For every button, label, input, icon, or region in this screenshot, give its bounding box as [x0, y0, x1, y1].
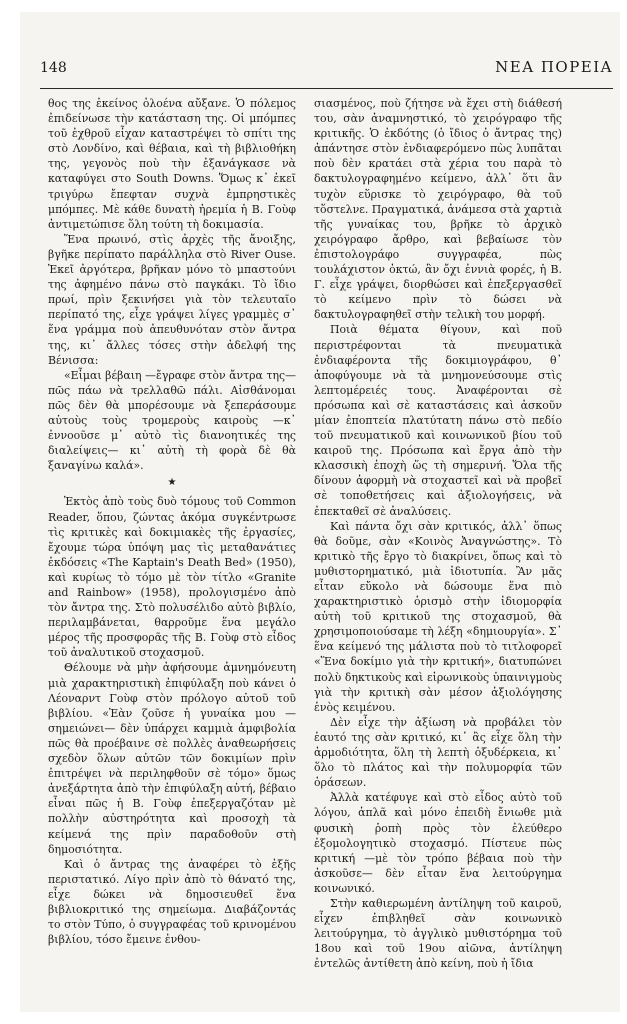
- paragraph: θος της ἐκείνος ὁλοένα αὔξανε. Ὁ πόλεμος ἐπιδείνωσε τὴν κατάσταση της. Οἱ μπόμπες τοῦ ἐχθροῦ εἶχαν καταστρέψει τὸ σπίτι της στὸ Λονδίνο, καὶ θέβαια, καὶ τὴ βιβλιοθήκη της, γεγονὸς ποὺ τὴν ἐξανάγκασε νὰ καταφύγει στο South Downs. Ὅμως κ᾽ ἐκεῖ τριγύρω ἔπεφταν συχνὰ ἐμπρηστικὲς μπόμπες. Μὲ κάθε δυνατὴ ἠρεμία ἡ Β. Γοὺφ ἀντιμετώπισε ὅλη τούτη τὴ δοκιμασία.: [48, 97, 296, 231]
- header-rule: [40, 88, 613, 89]
- paragraph: Στὴν καθιερωμένη ἀντίληψη τοῦ καιροῦ, εἶχεν ἐπιβληθεῖ σὰν κοινωνικὸ λειτούργημα, τὸ ἀγγλικὸ μυθιστόρημα τοῦ 18ου καὶ τοῦ 19ου αἰῶνα, ἀντίληψη ἐντελῶς ἀντίθετη ἀπὸ κείνη, ποὺ ἡ ἴδια: [314, 896, 562, 971]
- paragraph: σιασμένος, ποὺ ζήτησε νὰ ἔχει στὴ διάθεσή του, σὰν ἀναμνηστικό, τὸ χειρόγραφο τῆς κριτικῆς. Ὁ ἐκδότης (ὁ ἴδιος ὁ ἄντρας της) ἀπάντησε στὸν ἐνδιαφερόμενο πὼς λυπᾶται ποὺ δὲν κρατάει στὰ χέρια του παρὰ τὸ δακτυλογραφημένο κείμενο, ἀλλ᾽ ὅτι ἂν τυχὸν εὕρισκε τὸ χειρόγραφο, θὰ τοῦ τὅστελνε. Πραγματικά, ἀνάμεσα στὰ χαρτιὰ τῆς γυναίκας του, βρῆκε τὸ ἀρχικὸ χειρόγραφο ἄρθρο, καὶ βεβαίωσε τὸν ἐπιστολογράφο συγγραφέα, πὼς τουλάχιστον ὀκτώ, ἂν ὄχι ἐννιὰ φορές, ἡ Β. Γ. εἶχε γράψει, διορθώσει καὶ ἐπεξεργασθεῖ τὸ κείμενο πρὶν τὸ δώσει νὰ δακτυλογραφηθεῖ στὴν τελικὴ του μορφή.: [314, 97, 562, 322]
- page-number: 148: [40, 60, 67, 76]
- paragraph: Ἐκτὸς ἀπὸ τοὺς δυὸ τόμους τοῦ Common Reader, ὅπου, ζώντας ἀκόμα συγκέντρωσε τὶς κριτικὲς καὶ δοκιμιακὲς τῆς ἐργασίες, ἔχουμε τώρα ὑπόψη μας τὶς μεταθανάτιες ἐκδόσεις «The Kaptain's Death Bed» (1950), καὶ κυρίως τὸ τόμο μὲ τὸν τίτλο «Granite and Rainbow» (1958), προλογισμένο ἀπὸ τὸν ἄντρα της. Στὸ πολυσέλιδο αὐτὸ βιβλίο, περιλαμβάνεται, θαρροῦμε ἕνα μεγάλο μέρος τῆς προσφορᾶς τῆς Β. Γοὺφ στὸ εἶδος τοῦ ἀναλυτικοῦ στοχασμοῦ.: [48, 495, 296, 660]
- paragraph: Θέλουμε νὰ μὴν ἀφήσουμε ἀμνημόνευτη μιὰ χαρακτηριστικὴ ἐπιφύλαξη ποὺ κάνει ὁ Λέοναρντ Γοὺφ στὸν πρόλογο αὐτοῦ τοῦ βιβλίου. «Ἐὰν ζοῦσε ἡ γυναίκα μου —σημειώνει— δὲν ὑπάρχει καμμιὰ ἀμφιβολία πῶς θὰ προέβαινε σὲ πολλὲς ἀναθεωρήσεις σχεδὸν ὅλων αὐτῶν τῶν δοκιμίων πρὶν ἐπιτρέψει νὰ περιληφθοῦν σὲ τόμο» ὅμως ἀνεξάρτητα ἀπὸ τὴν ἐπιφύλαξη αὐτή, βέβαιο εἶναι πῶς ἡ Β. Γοὺφ ἐπεξεργαζόταν μὲ πολλὴν αὐστηρότητα καὶ προσοχὴ τὰ κείμενά της πρὶν παραδοθοῦν στὴ δημοσιότητα.: [48, 661, 296, 856]
- section-separator: ★: [167, 477, 177, 489]
- running-header: [40, 56, 613, 82]
- paragraph: Δὲν εἶχε τὴν ἀξίωση νὰ προβάλει τὸν ἑαυτό της σὰν κριτικό, κι᾽ ἂς εἶχε ὅλη τὴν ἁρμοδιότητα, ὅλη τὴ λεπτὴ ὀξυδέρκεια, κι᾽ ὅλο τὸ πλάτος καὶ τὴν πολυμορφία τῶν ὁράσεων.: [314, 715, 562, 790]
- quotation-paragraph: «Εἶμαι βέβαιη —ἔγραφε στὸν ἄντρα της— πῶς πάω νὰ τρελλαθῶ πάλι. Αἰσθάνομαι πῶς δὲν θὰ μπορέσουμε νὰ ξεπεράσουμε αὐτοὺς τοὺς τρομεροὺς καιροὺς —κ᾽ ἐννοοῦσε μ᾽ αὐτὸ τὶς διανοητικές της διαλείψεις— κι᾽ αὐτὴ τὴ φορὰ δὲ θὰ ξαναγίνω καλά».: [48, 368, 296, 473]
- paragraph: Ποιὰ θέματα θίγουν, καὶ ποῦ περιστρέφονται τὰ πνευματικὰ ἐνδιαφέροντα τῆς δοκιμιογράφου, θ᾽ ἀποφύγουμε νὰ τὰ μνημονεύσουμε στὶς λεπτομέρειές τους. Ἀναφέρονται σὲ πρόσωπα καὶ σὲ καταστάσεις καὶ ἀσκοῦν μίαν ἐποπτεία πλατύτατη πάνω στὸ πεδίο τοῦ πνευματικοῦ καὶ κοινωνικοῦ βίου τοῦ καιροῦ της. Πρόσωπα καὶ ἔργα ἀπὸ τὴν κλασσικὴ ἐποχὴ ὥς τὴ σημερινή. Ὅλα τῆς δίνουν ἀφορμὴ νὰ στοχαστεῖ καὶ νὰ προβεῖ σὲ τοποθετήσεις καὶ ἀξιολογήσεις, νὰ ἐπεκταθεῖ σὲ ἀναλύσεις.: [314, 323, 562, 518]
- left-column: [48, 96, 296, 1018]
- paragraph: Καὶ ὁ ἄντρας της ἀναφέρει τὸ ἑξῆς περιστατικό. Λίγο πρὶν ἀπὸ τὸ θάνατό της, εἶχε δώκει νὰ δημοσιευθεῖ ἕνα βιβλιοκριτικό της σημείωμα. Διαβάζοντάς το στὸν Τύπο, ὁ συγγραφέας τοῦ κρινομένου βιβλίου, τόσο ἔμεινε ἐνθου-: [48, 857, 296, 947]
- journal-title: ΝΕΑ ΠΟΡΕΙΑ: [495, 58, 613, 76]
- right-column: [314, 96, 562, 1018]
- paragraph: Ἕνα πρωινό, στὶς ἀρχὲς τῆς ἄνοιξης, βγῆκε περίπατο παράλληλα στὸ River Ouse. Ἐκεῖ ἀργότερα, βρῆκαν μόνο τὸ μπαστούνι της ἀφημένο πάνω στὸ παγκάκι. Τὸ ἴδιο πρωί, πρὶν ξεκινήσει γιὰ τὸν τελευταῖο περίπατό της, εἶχε γράψει λίγες γραμμὲς σ᾽ ἕνα γράμμα ποὺ ἀπευθυνόταν στὸν ἄντρα της, κι᾽ ἄλλες τόσες στὴν ἀδελφή της Βένισσα:: [48, 232, 296, 367]
- paragraph: Καὶ πάντα ὄχι σὰν κριτικός, ἀλλ᾽ ὅπως θὰ δοῦμε, σὰν «Κοινὸς Ἀναγνώστης». Τὸ κριτικὸ τῆς ἔργο τὸ διακρίνει, ὅπως καὶ τὸ μυθιστορηματικό, μιὰ ἰδιοτυπία. Ἂν μᾶς εἶταν εὔκολο νὰ δώσουμε ἕνα πιὸ χαρακτηριστικὸ ὁρισμὸ στὴν ἰδιομορφία αὐτὴ τοῦ κριτικοῦ της στοχασμοῦ, θὰ χρησιμοποιούσαμε τὴ λέξη «δημιουργία». Σ᾽ ἕνα κείμενό της μάλιστα ποὺ τὸ τιτλοφορεῖ «Ἕνα δοκίμιο γιὰ τὴν κριτική», διατυπώνει πολὺ δηκτικοὺς καὶ εἰρωνικοὺς ὑπαινιγμοὺς γιὰ τὴν κριτικὴ σὰν μέσον ἀξιολόγησης ἑνὸς κειμένου.: [314, 519, 562, 714]
- paragraph: Ἀλλὰ κατέφυγε καὶ στὸ εἶδος αὐτὸ τοῦ λόγου, ἁπλᾶ καὶ μόνο ἐπειδὴ ἔνιωθε μιὰ φυσικὴ ῥοπὴ πρὸς τὸν ἐλεύθερο ἐξομολογητικὸ στοχασμό. Πίστευε πὼς κριτική —μὲ τὸν τρόπο βέβαια ποὺ τὴν ἀσκοῦσε— δὲν εἶταν ἕνα λειτούργημα κοινωνικό.: [314, 791, 562, 895]
